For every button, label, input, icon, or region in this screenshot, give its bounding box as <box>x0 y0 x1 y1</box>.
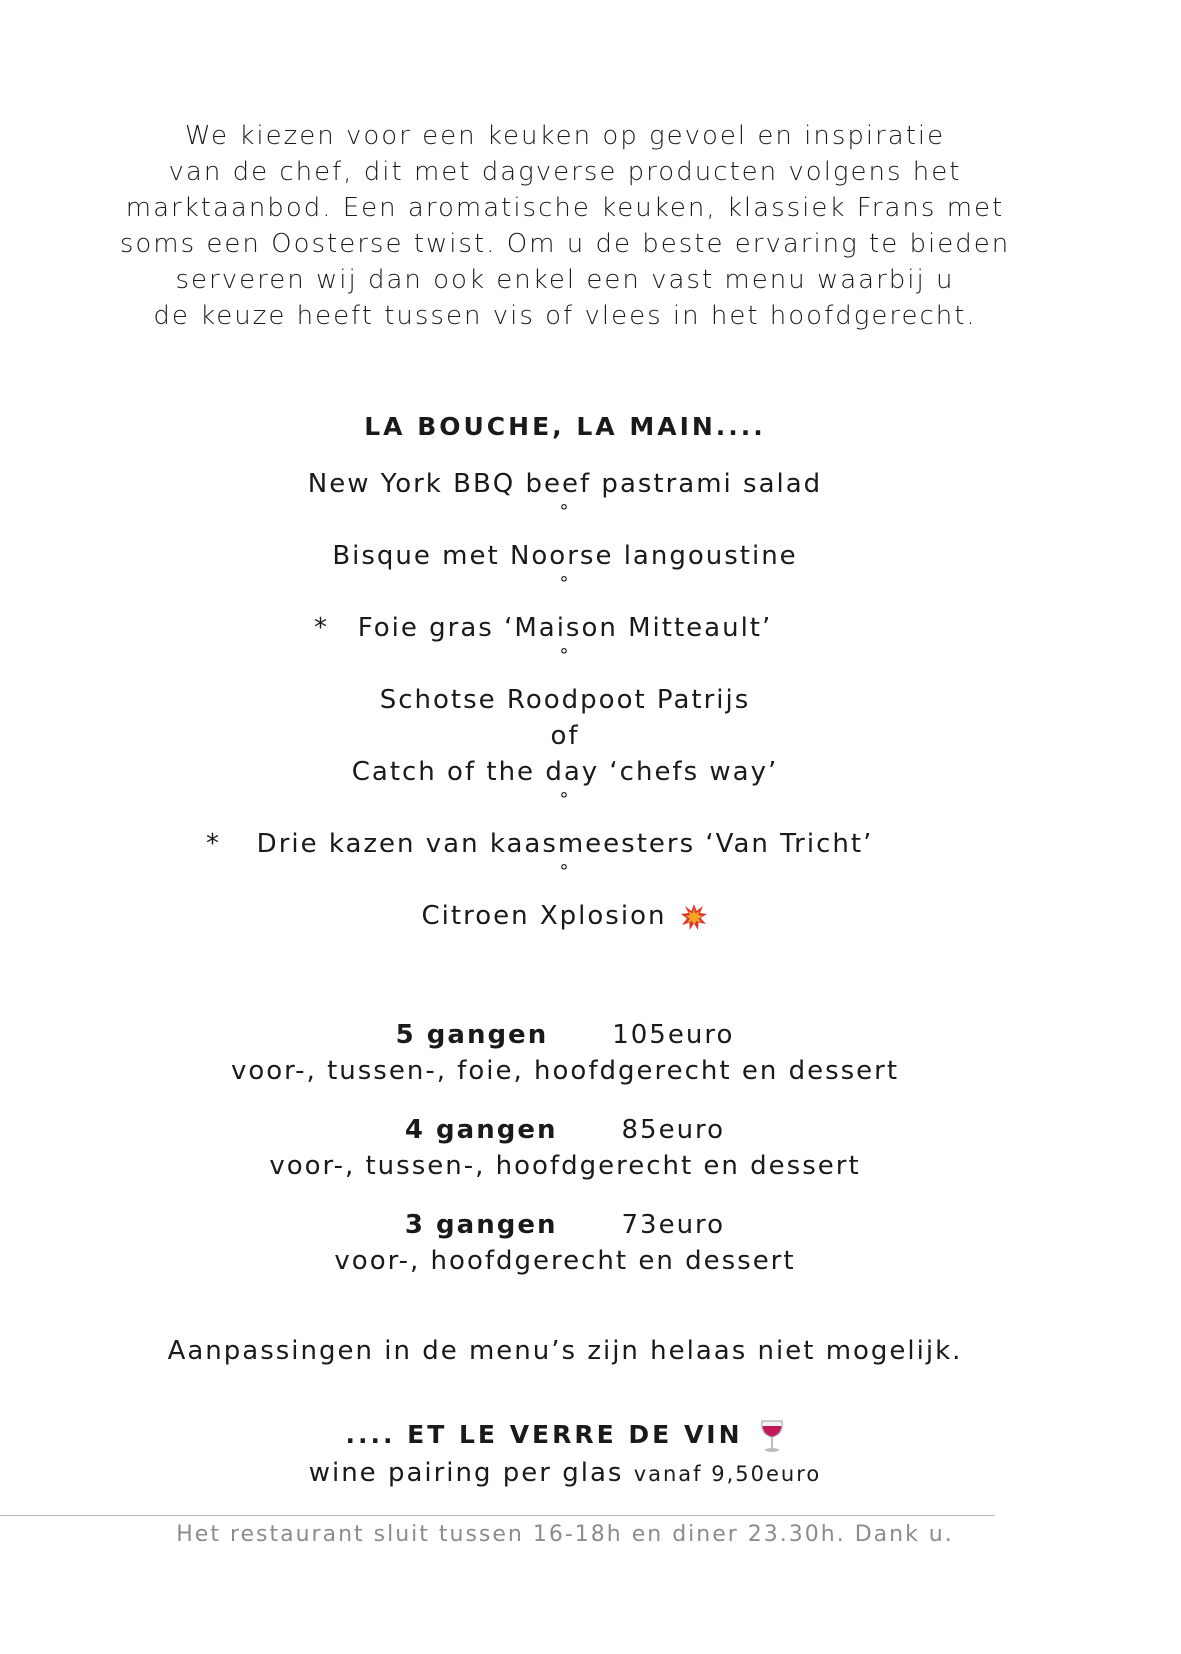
pricing-option <box>0 1017 1130 1089</box>
course-name: New York BBQ beef pastrami salad <box>307 469 823 499</box>
supplement-star: * <box>314 613 329 643</box>
price-row <box>0 1112 1130 1148</box>
intro-line: van de chef, dit met dagverse producten volgens het <box>168 157 962 187</box>
footer-divider <box>0 1515 995 1516</box>
course-item <box>0 898 1130 934</box>
intro-line: We kiezen voor een keuken op gevoel en inspiratie <box>184 121 946 151</box>
course-list <box>0 466 1130 934</box>
price-row <box>0 1017 1130 1053</box>
course-name: Foie gras ‘Maison Mitteault’ <box>357 613 773 643</box>
price-description: voor-, tussen-, hoofdgerecht en dessert <box>269 1151 861 1181</box>
wine-pairing-text: wine pairing per glas <box>308 1458 624 1488</box>
wine-pairing-price: vanaf 9,50euro <box>633 1462 822 1486</box>
intro-line: soms een Oosterse twist. Om u de beste ervaring te bieden <box>119 229 1011 259</box>
intro-line: serveren wij dan ook enkel een vast menu waarbij u <box>175 265 955 295</box>
course-name: Catch of the day ‘chefs way’ <box>351 757 779 787</box>
course-count: 3 gangen <box>404 1210 558 1240</box>
price-row <box>0 1207 1130 1243</box>
course-separator: ° <box>559 501 571 522</box>
wine-heading <box>0 1419 1130 1453</box>
course-count: 5 gangen <box>395 1020 549 1050</box>
course-item <box>0 538 1130 574</box>
course-name: Drie kazen van kaasmeesters ‘Van Tricht’ <box>256 829 874 859</box>
intro-line: de keuze heeft tussen vis of vlees in het hoofdgerecht. <box>153 301 977 331</box>
supplement-star: * <box>206 829 221 859</box>
course-item <box>0 754 1130 790</box>
course-item <box>0 466 1130 502</box>
intro-paragraph <box>0 118 1130 334</box>
course-or: of <box>550 721 580 751</box>
course-name: Citroen Xplosion <box>421 901 667 931</box>
pricing-option <box>0 1112 1130 1184</box>
course-item <box>0 826 1130 862</box>
course-name: Bisque met Noorse langoustine <box>332 541 798 571</box>
course-separator: ° <box>559 789 571 810</box>
price-description: voor-, tussen-, foie, hoofdgerecht en dessert <box>230 1056 900 1086</box>
course-separator: ° <box>559 861 571 882</box>
price: 73euro <box>621 1210 726 1240</box>
intro-line: marktaanbod. Een aromatische keuken, klassiek Frans met <box>125 193 1005 223</box>
price: 105euro <box>612 1020 735 1050</box>
course-count: 4 gangen <box>404 1115 558 1145</box>
course-choice-of <box>0 718 1130 754</box>
wine-glass-icon <box>759 1419 785 1453</box>
course-separator: ° <box>559 573 571 594</box>
menu-change-note: Aanpassingen in de menu’s zijn helaas niet mogelijk. <box>167 1336 963 1366</box>
course-item <box>0 682 1130 718</box>
course-separator: ° <box>559 645 571 666</box>
menu-heading: LA BOUCHE, LA MAIN.... <box>364 412 766 441</box>
wine-pairing-line <box>0 1458 1130 1488</box>
footer-hours: Het restaurant sluit tussen 16-18h en diner 23.30h. Dank u. <box>176 1522 954 1547</box>
price-description: voor-, hoofdgerecht en dessert <box>334 1246 796 1276</box>
course-name: Schotse Roodpoot Patrijs <box>379 685 751 715</box>
price: 85euro <box>621 1115 726 1145</box>
explosion-icon <box>680 903 708 931</box>
pricing-option <box>0 1207 1130 1279</box>
course-item <box>0 610 1130 646</box>
wine-heading-text: .... ET LE VERRE DE VIN <box>345 1420 743 1449</box>
